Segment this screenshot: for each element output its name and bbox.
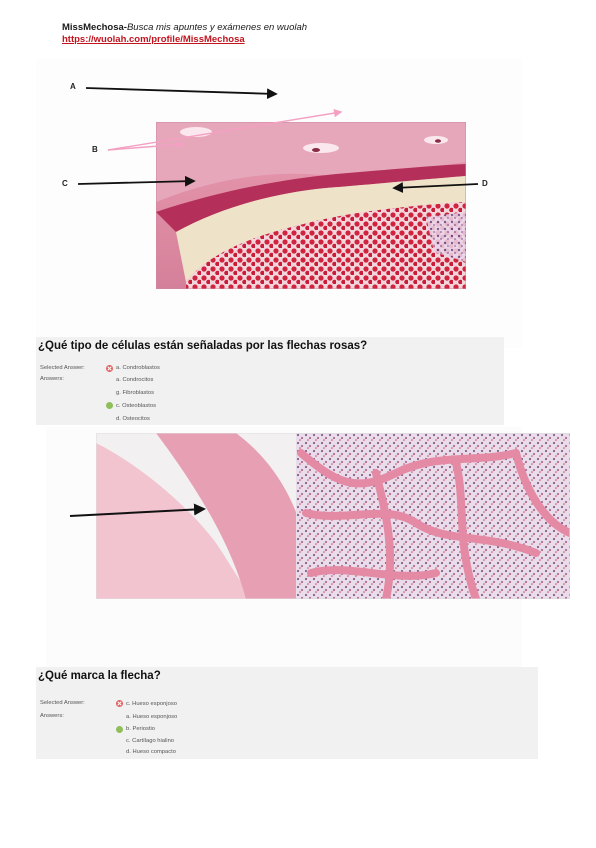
label-c: C xyxy=(62,179,68,188)
header-attribution xyxy=(62,22,307,34)
figure-1 xyxy=(36,58,522,348)
correct-icon xyxy=(116,726,123,733)
header-separator: - xyxy=(123,22,127,33)
label-a: A xyxy=(70,82,76,91)
label-arrows xyxy=(36,58,522,348)
answers-label: Answers: xyxy=(40,376,64,382)
option-row: c. Cartílago hialino xyxy=(126,738,175,744)
option-row: b. Periostio xyxy=(126,726,156,732)
option-row: d. Osteocitos xyxy=(116,416,150,422)
figure-2-arrow xyxy=(46,427,522,671)
arrow-b-2 xyxy=(108,112,341,150)
option-row: d. Hueso compacto xyxy=(126,749,176,755)
profile-link[interactable]: https://wuolah.com/profile/MissMechosa xyxy=(62,34,245,45)
correct-icon xyxy=(106,402,113,409)
arrow-b-1 xyxy=(108,144,184,150)
option-row: c. Hueso esponjoso xyxy=(126,701,177,707)
label-b: B xyxy=(92,145,98,154)
question-2-title: ¿Qué marca la flecha? xyxy=(38,670,161,682)
selected-answer-label: Selected Answer: xyxy=(40,700,85,706)
arrow-c xyxy=(78,181,194,184)
incorrect-icon xyxy=(106,365,113,372)
arrow-a xyxy=(86,88,276,94)
figure-2 xyxy=(46,427,522,671)
document-header xyxy=(62,22,307,46)
header-tagline: Busca mis apuntes y exámenes en wuolah xyxy=(126,22,308,33)
option-row: a. Condroblastos xyxy=(116,365,160,371)
selected-answer-label: Selected Answer: xyxy=(40,365,85,371)
option-row: c. Osteoblastos xyxy=(116,403,156,409)
option-row: g. Fibroblastos xyxy=(116,390,155,396)
question-1-title: ¿Qué tipo de células están señaladas por las flechas rosas? xyxy=(38,340,368,352)
option-row: a. Hueso esponjoso xyxy=(126,714,178,720)
option-row: a. Condrocitos xyxy=(116,377,154,383)
header-author: MissMechosa xyxy=(62,22,124,33)
label-d: D xyxy=(482,179,488,188)
arrow-d xyxy=(394,184,478,188)
incorrect-icon xyxy=(116,700,123,707)
answers-label: Answers: xyxy=(40,713,64,719)
question-2 xyxy=(36,667,538,759)
question-1 xyxy=(36,337,504,425)
